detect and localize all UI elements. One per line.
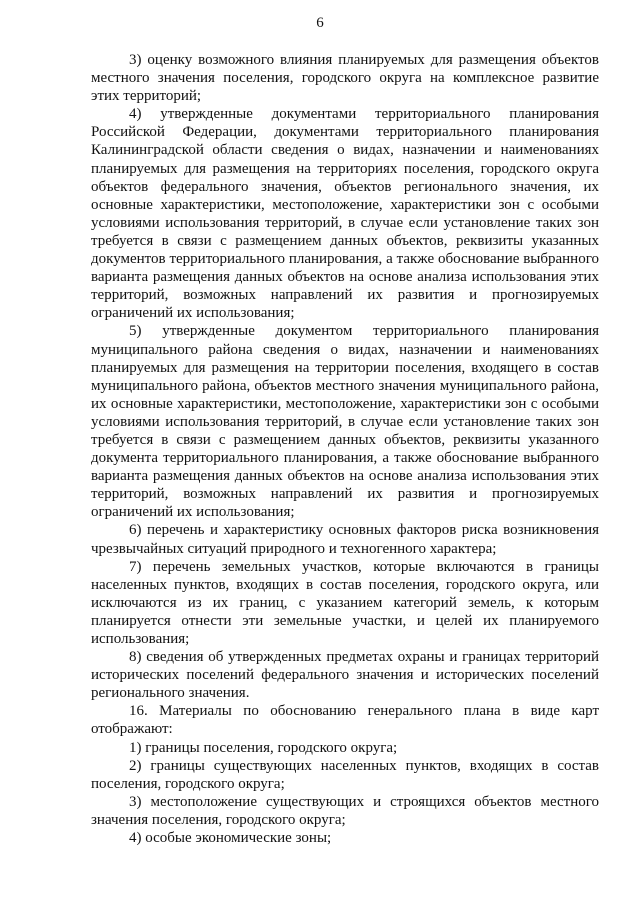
paragraph-item-4: 4) утвержденные документами территориального планирования Российской Федерации, документами территориального планирования Калининградской области сведения о видах, назначении и наименованиях планируемых для размещения на территориях поселения, городского округа объектов федерального значения, объектов регионального значения, их основные характеристики, местоположение, характеристики зон с особыми условиями использования территорий, в случае если установление таких зон требуется в связи с размещением данных объектов, реквизиты указанных документов территориального планирования, а также обоснование выбранного варианта размещения данных объектов на основе анализа использования этих территорий, возможных направлений их развития и прогнозируемых ограничений их использования; [91, 106, 599, 322]
paragraph-item-7: 7) перечень земельных участков, которые включаются в границы населенных пунктов, входящих в состав поселения, городского округа, или исключаются из их границ, с указанием категорий земель, к которым планируется отнести эти земельные участки, и целей их планируемого использования; [91, 558, 599, 647]
map-item-1: 1) границы поселения, городского округа; [129, 739, 398, 756]
map-item-4: 4) особые экономические зоны; [129, 830, 332, 847]
map-item-2: 2) границы существующих населенных пунктов, входящих в состав поселения, городского округа; [91, 757, 599, 792]
page-number: 6 [316, 15, 324, 31]
paragraph-item-5: 5) утвержденные документом территориального планирования муниципального района сведения о видах, назначении и наименованиях планируемых для размещения на территории поселения, входящего в состав муниципального района, объектов местного значения муниципального района, их основные характеристики, местоположение, характеристики зон с особыми условиями использования территорий, в случае если установление таких зон требуется в связи с размещением данных объектов, реквизиты указанного документа территориального планирования, а также обоснование выбранного варианта размещения данных объектов на основе анализа использования этих территорий, возможных направлений их развития и прогнозируемых ограничений их использования; [91, 323, 599, 521]
paragraph-section-16: 16. Материалы по обоснованию генерального плана в виде карт отображают: [91, 703, 599, 738]
paragraph-item-8: 8) сведения об утвержденных предметах охраны и границах территорий исторических поселений федерального значения и исторических поселений регионального значения. [91, 649, 599, 702]
document-body [91, 51, 599, 847]
paragraph-item-6: 6) перечень и характеристику основных факторов риска возникновения чрезвычайных ситуаций природного и техногенного характера; [91, 522, 599, 557]
map-item-3: 3) местоположение существующих и строящихся объектов местного значения поселения, городского округа; [91, 793, 599, 828]
paragraph-item-3: 3) оценку возможного влияния планируемых для размещения объектов местного значения поселения, городского округа на комплексное развитие этих территорий; [91, 52, 599, 105]
